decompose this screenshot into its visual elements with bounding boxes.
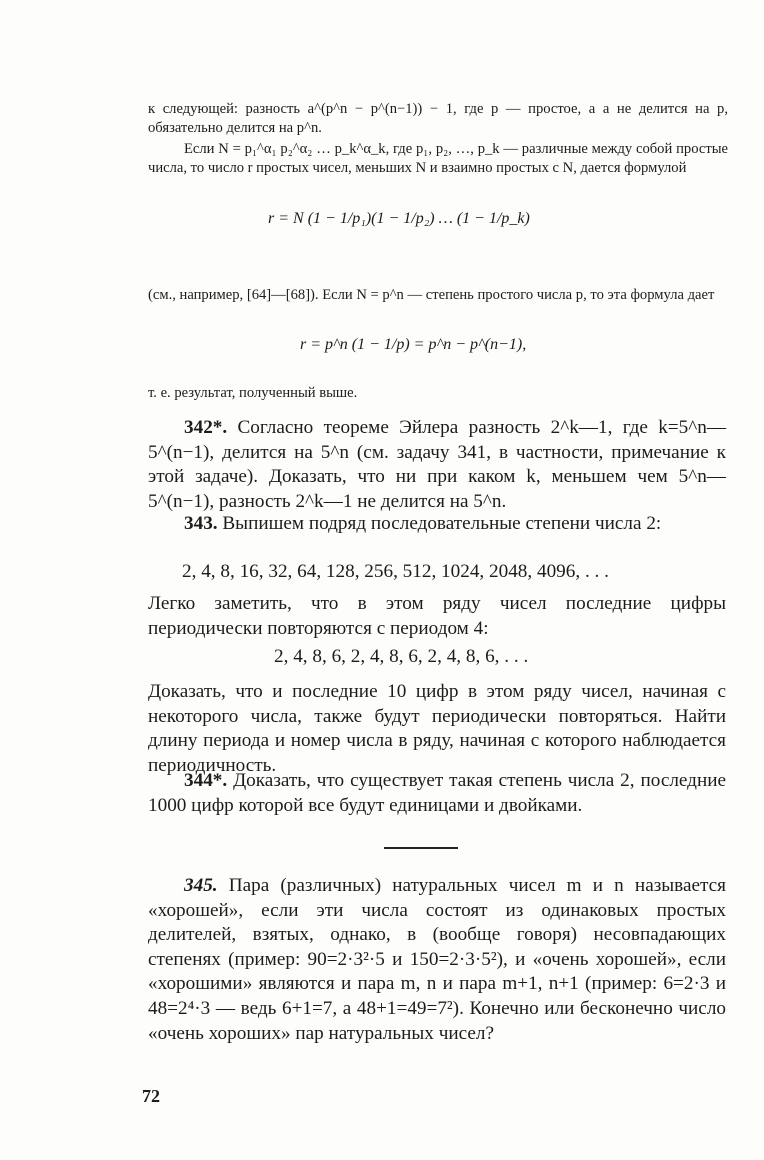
problem-text-344: Доказать, что существует такая степень числа 2, последние 1000 цифр которой все будут единицами и двойками. xyxy=(148,770,727,816)
problem-344 xyxy=(148,769,726,818)
section-divider xyxy=(384,847,458,849)
paragraph-reference: (см., например, [64]—[68]). Если N = p^n — степень простого числа p, то эта формула дает xyxy=(148,287,715,303)
problem-345 xyxy=(148,874,726,1046)
last-digit-sequence: 2, 4, 8, 6, 2, 4, 8, 6, 2, 4, 8, 6, . . . xyxy=(274,646,529,667)
top-text-block xyxy=(148,100,728,177)
formula-prime-power: r = p^n (1 − 1/p) = p^n − p^(n−1), xyxy=(300,336,527,353)
problem-text-342: Согласно теореме Эйлера разность 2^k—1, где k=5^n—5^(n−1), делится на 5^n (см. задачу 341, в частности, примечание к этой задаче). Доказать, что ни при каком k, меньшем чем 5^n—5^(n−1), разность 2^k—1 не делится на 5^n. xyxy=(148,417,727,512)
problem-text-343-middle: Легко заметить, что в этом ряду чисел последние цифры периодически повторяются с периодом 4: xyxy=(148,593,726,639)
page-number: 72 xyxy=(142,1086,160,1106)
powers-of-two-sequence: 2, 4, 8, 16, 32, 64, 128, 256, 512, 1024, 2048, 4096, . . . xyxy=(182,561,609,582)
problem-text-343: Выпишем подряд последовательные степени числа 2: xyxy=(222,513,662,534)
problem-343-middle xyxy=(148,592,726,641)
result-line-block xyxy=(148,384,728,403)
problem-342 xyxy=(148,416,726,514)
problem-number-344: 344*. xyxy=(184,770,228,791)
problem-text-345: Пара (различных) натуральных чисел m и n называется «хорошей», если эти числа состоят из одинаковых простых делителей, взятых, однако, в (вообще говоря) несовпадающих степенях (пример: 90=2·3²·5 и 150=2·3·5²), и «очень хорошей», если «хорошими» являются и пара m, n и пара m+1, n+1 (пример: 6=2·3 и 48=2⁴·3 — ведь 6+1=7, а 48+1=49=7²). Конечно или бесконечно число «очень хороших» пар натуральных чисел? xyxy=(148,875,726,1044)
problem-number-342: 342*. xyxy=(184,417,228,438)
paragraph-euler-function: Если N = p₁^α₁ p₂^α₂ … p_k^α_k, где p₁, p₂, …, p_k — различные между собой простые числа, то число r простых чисел, меньших N и взаимно простых с N, дается формулой xyxy=(148,141,728,176)
problem-number-345: 345. xyxy=(184,875,218,896)
line-continuation: к следующей: разность a^(p^n − p^(n−1)) − 1, где p — простое, a a не делится на p, обязательно делится на p^n. xyxy=(148,101,728,136)
problem-343-end xyxy=(148,680,726,778)
problem-343 xyxy=(148,512,726,537)
paragraph-result: т. е. результат, полученный выше. xyxy=(148,385,358,401)
formula-euler-product: r = N (1 − 1/p₁)(1 − 1/p₂) … (1 − 1/p_k) xyxy=(268,210,530,227)
reference-paragraph xyxy=(148,286,728,305)
problem-number-343: 343. xyxy=(184,513,218,534)
problem-text-343-end: Доказать, что и последние 10 цифр в этом ряду чисел, начиная с некоторого числа, также будут периодически повторяться. Найти длину периода и номер числа в ряду, начиная с которого наблюдается периодичность. xyxy=(148,681,726,776)
